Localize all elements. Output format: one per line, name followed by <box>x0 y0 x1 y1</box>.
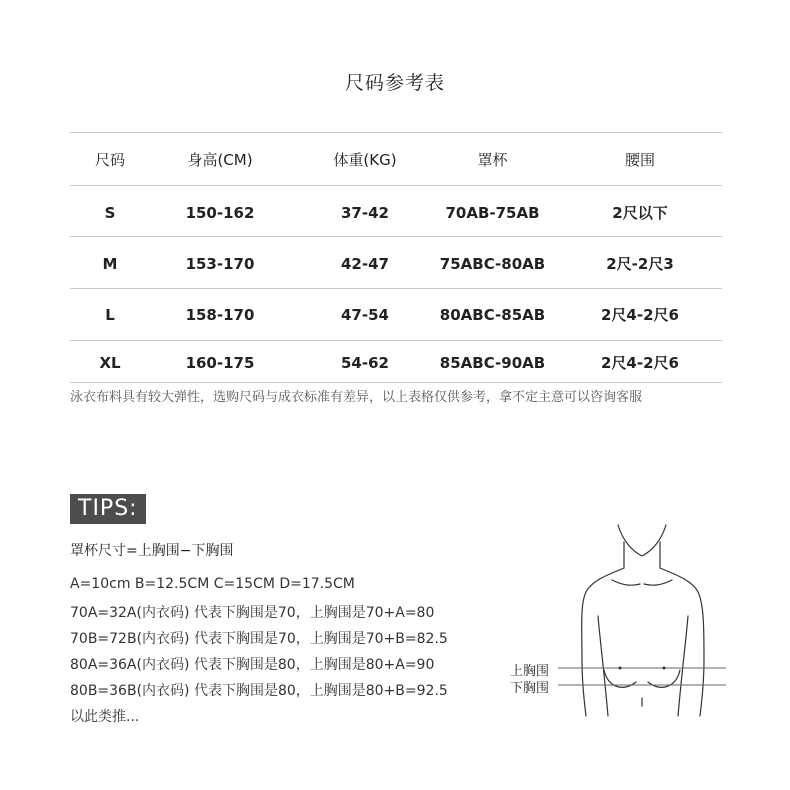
cell-weight: 42-47 <box>341 255 389 273</box>
page-title: 尺码参考表 <box>344 72 445 94</box>
table-rule-row-2 <box>70 288 722 289</box>
cell-height: 153-170 <box>185 255 255 273</box>
tips-badge: TIPS: <box>70 494 146 524</box>
cell-height: 150-162 <box>185 204 255 222</box>
cell-cup: 75ABC-80AB <box>439 255 546 273</box>
cell-cup: 80ABC-85AB <box>439 306 546 324</box>
header-size: 尺码 <box>94 151 125 169</box>
cell-weight: 37-42 <box>341 204 389 222</box>
tips-line: 80B=36B(内衣码) 代表下胸围是80，上胸围是80+B=92.5 <box>70 683 448 699</box>
cell-size: M <box>102 255 118 273</box>
cell-size: L <box>105 306 115 324</box>
table-header-row <box>70 136 722 184</box>
under-bust-label: 下胸围 <box>510 681 550 696</box>
header-cup: 罩杯 <box>477 151 508 169</box>
cell-waist: 2尺4-2尺6 <box>601 354 679 372</box>
table-row <box>70 291 722 339</box>
cell-waist: 2尺4-2尺6 <box>601 306 679 324</box>
table-rule-top <box>70 132 722 133</box>
header-weight: 体重(KG) <box>333 151 397 169</box>
table-note: 泳衣布料具有较大弹性，选购尺码与成衣标准有差异，以上表格仅供参考，拿不定主意可以咨询客服 <box>70 390 643 405</box>
cell-size: S <box>104 204 116 222</box>
cell-height: 160-175 <box>185 354 255 372</box>
table-row <box>70 240 722 288</box>
cell-weight: 54-62 <box>341 354 389 372</box>
header-waist: 腰围 <box>624 151 655 169</box>
tips-line: 70B=72B(内衣码) 代表下胸围是70，上胸围是70+B=82.5 <box>70 631 448 647</box>
cup-formula: 罩杯尺寸=上胸围−下胸围 <box>70 543 234 559</box>
cell-weight: 47-54 <box>341 306 389 324</box>
cell-cup: 85ABC-90AB <box>439 354 546 372</box>
tips-line: 70A=32A(内衣码) 代表下胸围是70，上胸围是70+A=80 <box>70 605 435 621</box>
cell-waist: 2尺以下 <box>612 204 668 222</box>
table-row <box>70 189 722 237</box>
tips-line: A=10cm B=12.5CM C=15CM D=17.5CM <box>70 576 355 592</box>
cell-cup: 70AB-75AB <box>445 204 540 222</box>
table-row <box>70 339 722 387</box>
body-measurement-figure <box>500 520 730 720</box>
upper-bust-label: 上胸围 <box>510 664 550 679</box>
cell-waist: 2尺-2尺3 <box>606 255 674 273</box>
cell-height: 158-170 <box>185 306 255 324</box>
header-height: 身高(CM) <box>187 151 253 169</box>
cell-size: XL <box>99 354 121 372</box>
table-rule-header <box>70 185 722 186</box>
tips-line: 80A=36A(内衣码) 代表下胸围是80，上胸围是80+A=90 <box>70 657 435 673</box>
tips-line: 以此类推... <box>70 709 140 725</box>
